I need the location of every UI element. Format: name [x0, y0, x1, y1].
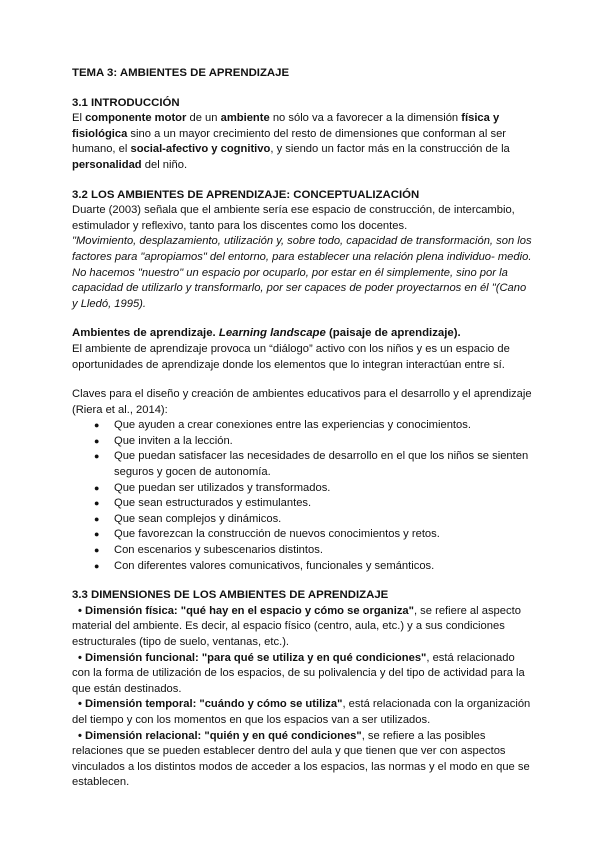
document-title: TEMA 3: AMBIENTES DE APRENDIZAJE: [72, 67, 290, 79]
list-item: ● Con diferentes valores comunicativos, funcionales y semánticos.: [94, 559, 532, 575]
landscape-heading: [72, 326, 532, 342]
list-item: ● Que ayuden a crear conexiones entre las experiencias y conocimientos.: [94, 418, 532, 434]
section-landscape: [72, 326, 532, 373]
claves-list: [72, 418, 532, 574]
bold-term: social-afectivo y cognitivo: [130, 143, 271, 156]
list-item: ● Que puedan satisfacer las necesidades de desarrollo en el que los niños se sienten seguros y gocen de autonomía.: [94, 449, 532, 480]
duarte-paragraph: Duarte (2003) señala que el ambiente sería ese espacio de construcción, de intercambio, estimulador y reflexivo, tanto para los discentes como los docentes.: [72, 204, 515, 232]
dimension-text: , se refiere al aspecto material del ambiente. Es decir, al espacio físico (centro, aula, etc.) y a sus condiciones estructurales (tipo de suelo, ventanas, etc.).: [72, 604, 521, 648]
section-claves: [72, 387, 532, 574]
section-heading: 3.3 DIMENSIONES DE LOS AMBIENTES DE APRENDIZAJE: [72, 589, 389, 602]
dimension-label: • Dimensión temporal: "cuándo y cómo se utiliza": [78, 698, 343, 711]
text-run: El: [72, 112, 86, 125]
dimension-text: , está relacionada con la organización del tiempo y con los momentos en que los espacios van a ser utilizados.: [72, 698, 531, 726]
list-item: ● Que sean estructurados y estimulantes.: [94, 496, 532, 512]
text-run: del niño.: [141, 158, 188, 171]
bold-term: física y fisiológica: [72, 112, 500, 140]
bold-term: componente motor: [85, 112, 187, 125]
dimension-fisica: [72, 604, 532, 651]
dimension-relacional: [72, 729, 532, 791]
text-run: no sólo va a favorecer a la dimensión: [269, 112, 462, 125]
list-item: ● Con escenarios y subescenarios distintos.: [94, 543, 532, 559]
list-item: ● Que inviten a la lección.: [94, 434, 532, 450]
list-item: ● Que puedan ser utilizados y transformados.: [94, 481, 532, 497]
text-run: Ambientes de aprendizaje.: [72, 327, 219, 340]
list-item: ● Que favorezcan la construcción de nuevos conocimientos y retos.: [94, 527, 532, 543]
intro-paragraph: [72, 111, 532, 173]
list-item: ● Que sean complejos y dinámicos.: [94, 512, 532, 528]
quote-paragraph: "Movimiento, desplazamiento, utilización y, sobre todo, capacidad de transformación, son los factores para "apropiamos" del entorno, para establecer una relación plena individuo- medio. No hacemos "nuestro" un espacio por ocuparlo, por estar en él simplemente, sino por la capacidad de utilizarlo y transformarlo, por ser capaces de poder proyectarnos en él "(Cano y Lledó, 1995).: [72, 235, 532, 310]
claves-intro: Claves para el diseño y creación de ambientes educativos para el desarrollo y el aprendizaje (Riera et al., 2014):: [72, 388, 532, 416]
section-heading: 3.2 LOS AMBIENTES DE APRENDIZAJE: CONCEPTUALIZACIÓN: [72, 188, 420, 201]
italic-term: Learning landscape: [218, 327, 326, 340]
bold-term: personalidad: [72, 158, 142, 171]
text-run: sino a un mayor crecimiento del resto de dimensiones que conforman al ser humano, el: [72, 127, 507, 156]
dimension-label: • Dimensión física: "qué hay en el espacio y cómo se organiza": [78, 604, 414, 617]
dimension-label: • Dimensión funcional: "para qué se utiliza y en qué condiciones": [78, 651, 427, 664]
text-run: , y siendo un factor más en la construcción de la: [270, 143, 510, 156]
dimension-text: , está relacionado con la forma de utilización de los espacios, de su polivalencia y del tipo de actividad para la que están destinados.: [72, 651, 525, 695]
section-heading: 3.1 INTRODUCCIÓN: [72, 96, 180, 109]
bold-term: ambiente: [220, 112, 270, 125]
dimension-label: • Dimensión relacional: "quién y en qué condiciones": [78, 729, 362, 742]
dimension-text: , se refiere a las posibles relaciones que se pueden establecer dentro del aula y que tienen que ver con aspectos vinculados a los distintos modos de acceder a los espacios, las normas y el modo en que se establecen.: [72, 729, 530, 789]
text-run: (paisaje de aprendizaje).: [325, 327, 461, 340]
text-run: de un: [186, 112, 221, 125]
dimension-temporal: [72, 697, 532, 728]
section-conceptualizacion: [72, 188, 532, 313]
document-page: [72, 66, 532, 791]
landscape-paragraph: El ambiente de aprendizaje provoca un “diálogo” activo con los niños y es un espacio de oportunidades de aprendizaje donde los elementos que lo integran interactúan entre sí.: [72, 342, 510, 371]
section-dimensiones: [72, 588, 532, 791]
section-introduccion: [72, 96, 532, 174]
dimension-funcional: [72, 651, 532, 698]
